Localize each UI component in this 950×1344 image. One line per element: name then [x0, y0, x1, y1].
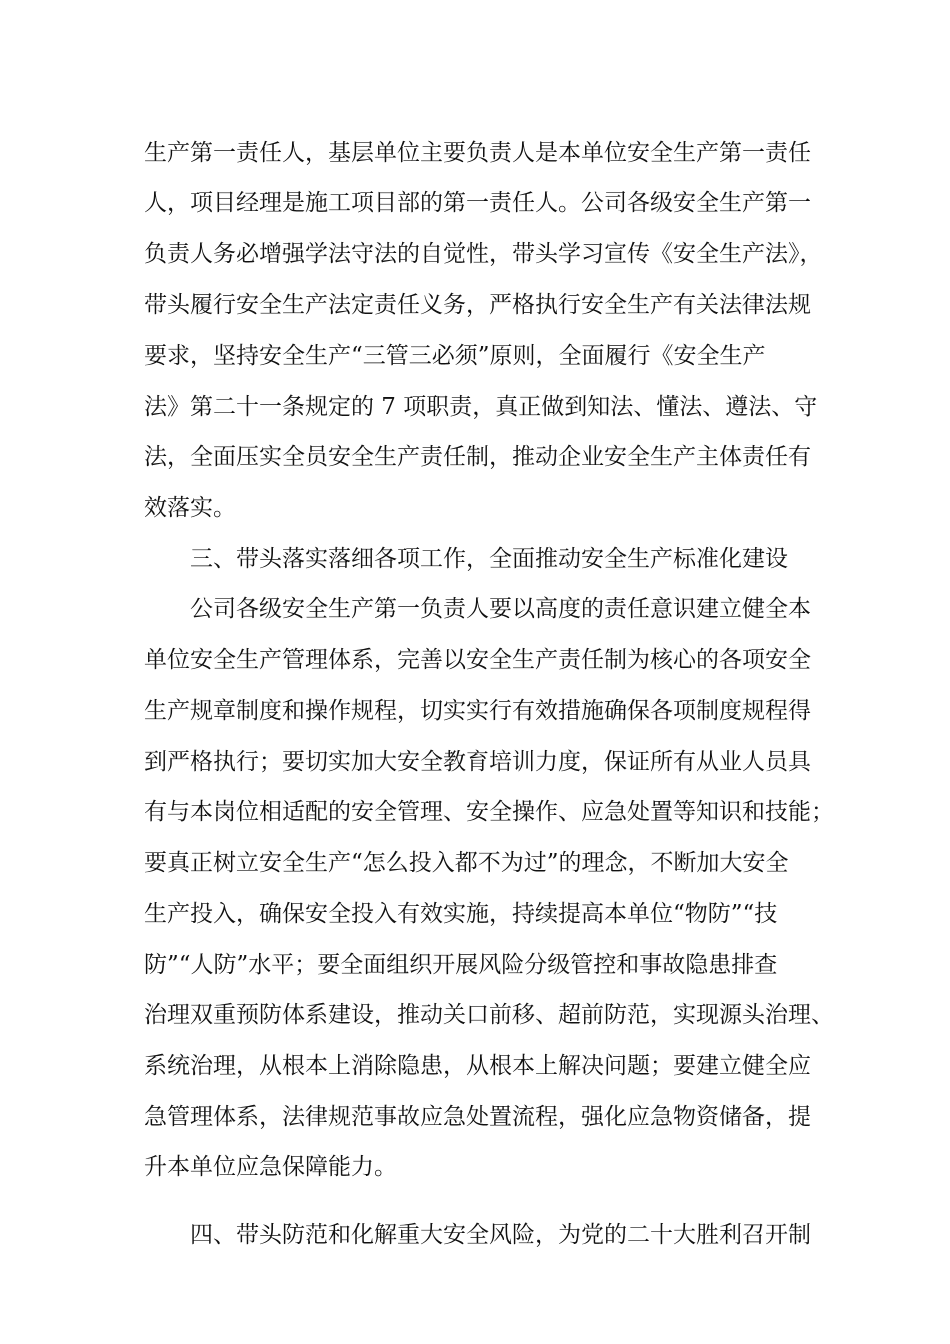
text-line-21: 升本单位应急保障能力。: [144, 1154, 397, 1180]
text-line-17: 防”“人防”水平；要全面组织开展风险分级管控和事故隐患排查: [144, 952, 778, 978]
text-line-12: 生产规章制度和操作规程，切实实行有效措施确保各项制度规程得: [144, 698, 811, 724]
text-line-20: 急管理体系，法律规范事故应急处置流程，强化应急物资储备，提: [144, 1104, 811, 1130]
section-heading-4: 四、带头防范和化解重大安全风险，为党的二十大胜利召开制: [190, 1222, 811, 1248]
text-line-13: 到严格执行；要切实加大安全教育培训力度，保证所有从业人员具: [144, 749, 811, 775]
section-heading-3: 三、带头落实落细各项工作，全面推动安全生产标准化建设: [190, 546, 788, 572]
text-line-7: 法，全面压实全员安全生产责任制，推动企业安全生产主体责任有: [144, 444, 811, 470]
text-line-15: 要真正树立安全生产“怎么投入都不为过”的理念，不断加大安全: [144, 850, 789, 876]
text-line-6: 法》第二十一条规定的 7 项职责，真正做到知法、懂法、遵法、守: [144, 394, 818, 420]
text-line-4: 带头履行安全生产法定责任义务，严格执行安全生产有关法律法规: [144, 292, 811, 318]
text-line-19: 系统治理，从根本上消除隐患，从根本上解决问题；要建立健全应: [144, 1053, 811, 1079]
text-line-2: 人，项目经理是施工项目部的第一责任人。公司各级安全生产第一: [144, 190, 811, 216]
text-line-5: 要求，坚持安全生产“三管三必须”原则，全面履行《安全生产: [144, 343, 766, 369]
text-line-1: 生产第一责任人，基层单位主要负责人是本单位安全生产第一责任: [144, 140, 811, 166]
text-line-10: 公司各级安全生产第一负责人要以高度的责任意识建立健全本: [190, 596, 811, 622]
text-line-18: 治理双重预防体系建设，推动关口前移、超前防范，实现源头治理、: [144, 1002, 834, 1028]
text-line-8: 效落实。: [144, 495, 236, 521]
text-line-3: 负责人务必增强学法守法的自觉性，带头学习宣传《安全生产法》，: [144, 241, 823, 267]
text-line-11: 单位安全生产管理体系，完善以安全生产责任制为核心的各项安全: [144, 647, 811, 673]
text-line-16: 生产投入，确保安全投入有效实施，持续提高本单位“物防”“技: [144, 901, 778, 927]
text-line-14: 有与本岗位相适配的安全管理、安全操作、应急处置等知识和技能；: [144, 799, 834, 825]
